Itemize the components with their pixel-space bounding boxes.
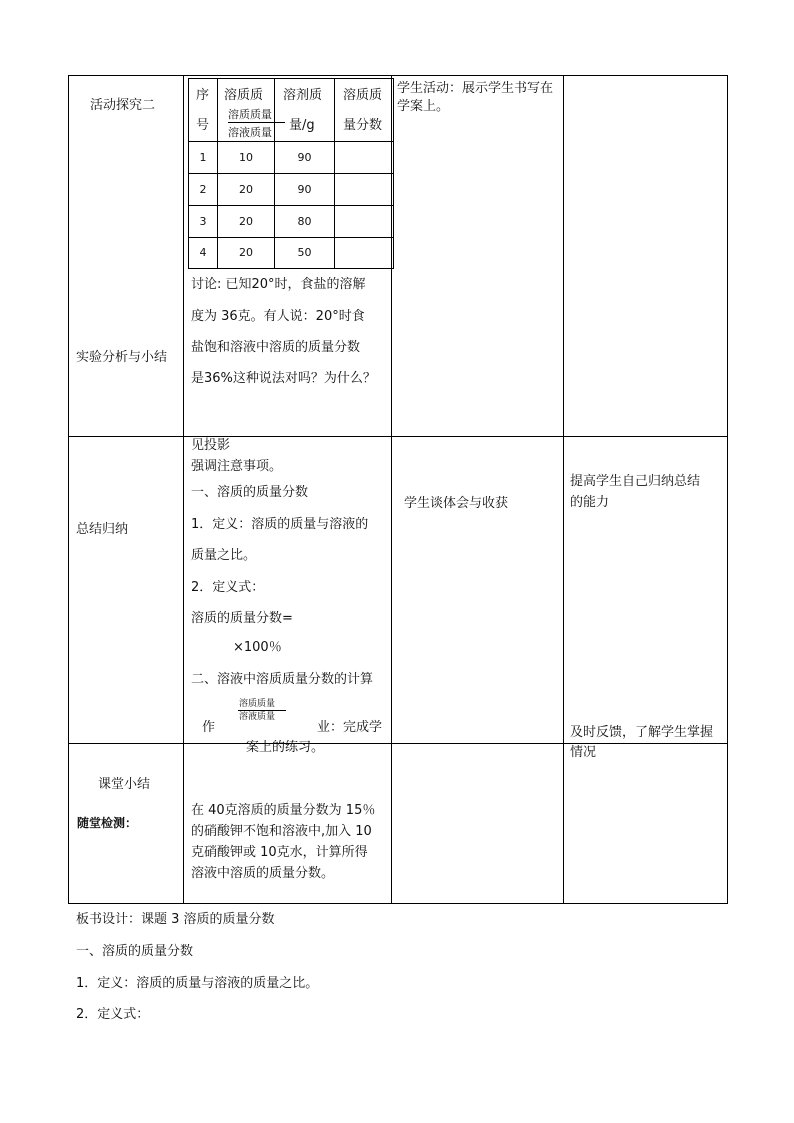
inner-cell: 20: [239, 246, 253, 259]
inner-cell: 1: [199, 151, 207, 164]
inner-cell: 20: [239, 183, 253, 196]
inner-row-divider: [188, 205, 394, 206]
inner-header-fraction: 量分数: [343, 118, 383, 133]
table-border-left: [68, 75, 69, 904]
inner-border-left: [188, 78, 189, 269]
discussion-line: 度为 36克。有人说：20°时食: [191, 309, 365, 324]
board-line: 一、溶质的质量分数: [76, 944, 194, 959]
homework-text: 业：完成学: [317, 720, 383, 735]
quiz-line: 溶液中溶质的质量分数。: [191, 866, 335, 881]
fraction-bar: [228, 122, 285, 123]
fraction-denominator: 溶液质量: [239, 712, 276, 722]
fraction-numerator: 溶质质量: [228, 108, 272, 121]
homework-text: 作: [202, 720, 216, 735]
teacher-line: 2．定义式：: [191, 580, 265, 595]
board-line: 1．定义：溶质的质量与溶液的质量之比。: [76, 976, 319, 991]
inner-cell: 90: [297, 151, 312, 164]
stage-experiment-analysis: 实验分析与小结: [76, 350, 168, 365]
stage-summary: 总结归纳: [76, 522, 129, 537]
table-col-divider: [391, 75, 392, 904]
inner-col-divider: [334, 78, 335, 269]
stage-class-summary: 课堂小结: [98, 777, 151, 792]
purpose-line: 情况: [570, 745, 597, 760]
table-row-divider: [68, 436, 728, 437]
inner-header-solute-mass: 溶质质: [224, 88, 264, 103]
table-border-bottom: [68, 903, 728, 904]
table-col-divider: [563, 75, 564, 904]
inner-border-right: [393, 78, 394, 269]
inner-border-bottom: [188, 268, 394, 269]
teacher-line: 溶质的质量分数=: [191, 611, 293, 626]
inner-col-divider: [274, 78, 275, 269]
inner-cell: 4: [199, 246, 207, 259]
inner-header-index: 序: [196, 88, 210, 103]
inner-header-solute-mass-unit: 量/g: [289, 118, 315, 133]
board-line: 2．定义式：: [76, 1007, 150, 1022]
teacher-line: 二、溶液中溶质质量分数的计算: [191, 672, 374, 687]
inner-col-divider: [217, 78, 218, 269]
board-title: 板书设计：课题 3 溶质的质量分数: [76, 912, 275, 927]
fraction-bar: [238, 710, 286, 711]
table-border-right: [727, 75, 728, 904]
teacher-line: ×100％: [233, 640, 282, 655]
quiz-line: 在 40克溶质的质量分数为 15％: [191, 803, 376, 818]
discussion-line: 讨论: 已知20°时，食盐的溶解: [191, 277, 366, 292]
student-reflection: 学生谈体会与收获: [404, 496, 509, 511]
purpose-line: 及时反馈，了解学生掌握: [570, 725, 714, 740]
inner-header-solvent-mass: 溶剂质: [283, 88, 323, 103]
teacher-line: 强调注意事项。: [191, 459, 283, 474]
student-activity-text: 学生活动：展示学生书写在学案上。: [397, 81, 554, 114]
teacher-line: 见投影: [191, 438, 231, 453]
inner-row-divider: [188, 237, 394, 238]
inner-border-top: [188, 78, 394, 79]
inner-cell: 90: [297, 183, 312, 196]
quiz-line: 的硝酸钾不饱和溶液中,加入 10: [191, 824, 372, 839]
discussion-line: 是36%这种说法对吗？为什么？: [191, 371, 376, 386]
inner-cell: 20: [239, 215, 253, 228]
teacher-line: 1．定义：溶质的质量与溶液的: [191, 517, 369, 532]
homework-text: 案上的练习。: [246, 740, 325, 755]
purpose-line: 提高学生自己归纳总结: [570, 474, 701, 489]
discussion-line: 盐饱和溶液中溶质的质量分数: [191, 340, 361, 355]
inner-header-fraction: 溶质质: [343, 88, 383, 103]
stage-activity-explore: 活动探究二: [90, 98, 156, 113]
table-row-divider: [68, 743, 728, 744]
inner-row-divider: [188, 141, 394, 142]
stage-quiz: 随堂检测：: [77, 816, 138, 830]
fraction-denominator: 溶液质量: [228, 126, 272, 139]
inner-cell: 2: [199, 183, 207, 196]
inner-row-divider: [188, 173, 394, 174]
teacher-line: 质量之比。: [191, 548, 257, 563]
inner-header-index: 号: [196, 118, 210, 133]
purpose-line: 的能力: [570, 495, 610, 510]
table-border-top: [68, 75, 728, 76]
fraction-numerator: 溶质质量: [239, 699, 276, 709]
inner-cell: 10: [239, 151, 253, 164]
inner-cell: 50: [297, 246, 312, 259]
teacher-line: 一、溶质的质量分数: [191, 485, 309, 500]
quiz-line: 克硝酸钾或 10克水，计算所得: [191, 845, 368, 860]
table-col-divider: [183, 75, 184, 904]
inner-cell: 80: [297, 215, 312, 228]
inner-cell: 3: [199, 215, 207, 228]
